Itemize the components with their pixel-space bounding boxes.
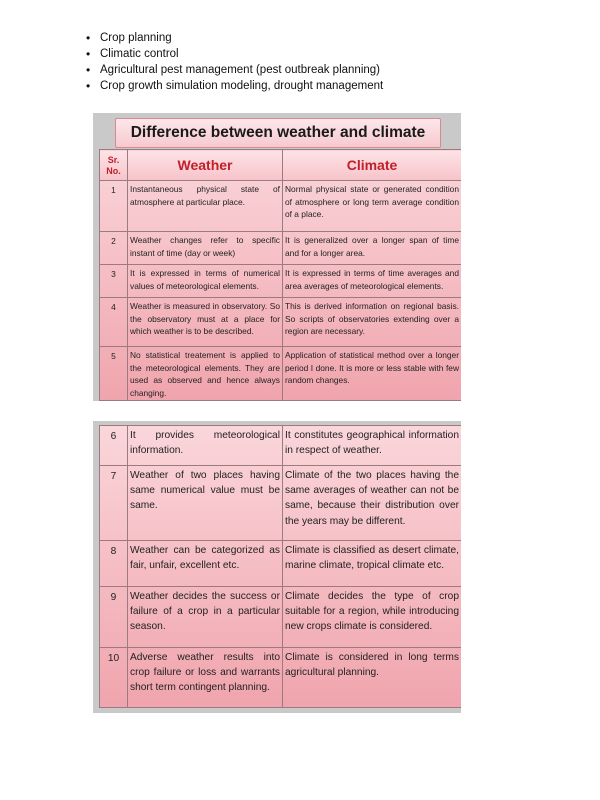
- table-row: [100, 466, 462, 541]
- table-row: [100, 347, 462, 401]
- climate-cell: Climate of the two places having the same averages of weather can not be same, because their distribution over the years may be different.: [283, 466, 462, 541]
- row-number: 9: [100, 587, 128, 648]
- table-row: [100, 232, 462, 265]
- row-number: 7: [100, 466, 128, 541]
- weather-cell: It is expressed in terms of numerical values of meteorological elements.: [128, 265, 283, 298]
- climate-cell: It constitutes geographical information in respect of weather.: [283, 426, 462, 466]
- climate-cell: This is derived information on regional basis. So scripts of observatories extending over a region are necessary.: [283, 298, 462, 347]
- table-row: [100, 181, 462, 232]
- bullet-item: • Crop planning: [86, 30, 383, 46]
- row-number: 5: [100, 347, 128, 401]
- row-number: 3: [100, 265, 128, 298]
- climate-cell: Application of statistical method over a longer period I done. It is more or less stable with few random changes.: [283, 347, 462, 401]
- row-number: 1: [100, 181, 128, 232]
- row-number: 6: [100, 426, 128, 466]
- table-row: [100, 265, 462, 298]
- climate-cell: It is expressed in terms of time averages and area averages of meteorological elements.: [283, 265, 462, 298]
- weather-cell: Weather is measured in observatory. So the observatory must at a place for which weather is to be described.: [128, 298, 283, 347]
- climate-cell: Climate is classified as desert climate, marine climate, tropical climate etc.: [283, 541, 462, 587]
- row-number: 4: [100, 298, 128, 347]
- climate-cell: It is generalized over a longer span of time and for a longer area.: [283, 232, 462, 265]
- header-weather: Weather: [128, 150, 283, 181]
- comparison-table-part-1: [99, 149, 461, 401]
- table-row: [100, 426, 462, 466]
- comparison-table-part-2: [99, 425, 461, 708]
- climate-cell: Climate decides the type of crop suitable for a region, while introducing new crops climate is considered.: [283, 587, 462, 648]
- weather-cell: It provides meteorological information.: [128, 426, 283, 466]
- bullet-item: • Climatic control: [86, 46, 383, 62]
- climate-cell: Normal physical state or generated condition of atmosphere or long term average condition of a place.: [283, 181, 462, 232]
- table-row: [100, 541, 462, 587]
- weather-cell: No statistical treatement is applied to the meteorological elements. They are used as observed and hence always changing.: [128, 347, 283, 401]
- weather-cell: Instantaneous physical state of atmosphere at particular place.: [128, 181, 283, 232]
- row-number: 10: [100, 648, 128, 708]
- header-sr-no: Sr. No.: [100, 150, 128, 181]
- weather-cell: Adverse weather results into crop failure or loss and warrants short term contingent planning.: [128, 648, 283, 708]
- weather-cell: Weather changes refer to specific instant of time (day or week): [128, 232, 283, 265]
- table-image-part-1: [93, 113, 461, 401]
- table-row: [100, 298, 462, 347]
- bullet-item: • Agricultural pest management (pest outbreak planning): [86, 62, 383, 78]
- weather-cell: Weather of two places having same numerical value must be same.: [128, 466, 283, 541]
- row-number: 8: [100, 541, 128, 587]
- table-row: [100, 587, 462, 648]
- climate-cell: Climate is considered in long terms agricultural planning.: [283, 648, 462, 708]
- weather-cell: Weather can be categorized as fair, unfair, excellent etc.: [128, 541, 283, 587]
- weather-cell: Weather decides the success or failure of a crop in a particular season.: [128, 587, 283, 648]
- bullet-item: • Crop growth simulation modeling, drought management: [86, 78, 383, 94]
- table-image-part-2: [93, 421, 461, 713]
- table-title: Difference between weather and climate: [115, 118, 441, 148]
- header-climate: Climate: [283, 150, 462, 181]
- row-number: 2: [100, 232, 128, 265]
- table-row: [100, 648, 462, 708]
- bullet-list: [86, 30, 383, 94]
